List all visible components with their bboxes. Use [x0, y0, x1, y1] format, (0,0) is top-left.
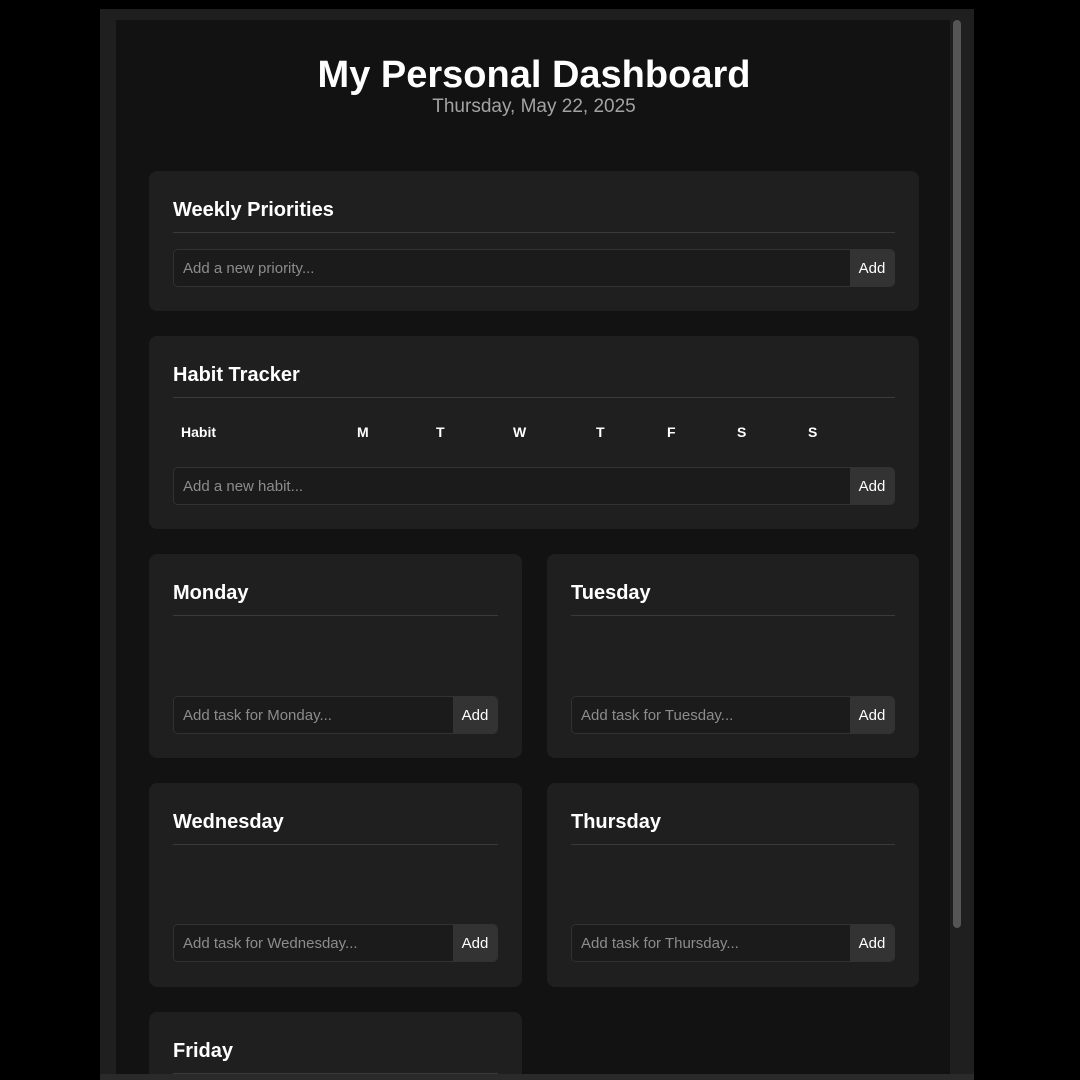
- current-date: Thursday, May 22, 2025: [432, 96, 636, 117]
- add-habit-button[interactable]: Add: [850, 468, 894, 504]
- day-title: Thursday: [571, 811, 662, 833]
- dashboard-page: [116, 20, 950, 1074]
- habit-tracker-title: Habit Tracker: [173, 364, 300, 386]
- day-column-sunday: S: [808, 424, 818, 440]
- card-divider: [571, 844, 895, 845]
- priority-add-row: [173, 249, 895, 287]
- day-column-friday: F: [667, 424, 676, 440]
- day-column-saturday: S: [737, 424, 747, 440]
- add-wednesday-task-button[interactable]: Add: [453, 925, 497, 961]
- card-divider: [173, 844, 498, 845]
- day-card-thursday: [547, 783, 919, 987]
- card-divider: [173, 615, 498, 616]
- add-thursday-task-button[interactable]: Add: [850, 925, 894, 961]
- day-card-tuesday: [547, 554, 919, 758]
- weekly-priorities-title: Weekly Priorities: [173, 199, 334, 221]
- window-bottom-edge: [100, 1074, 974, 1080]
- habit-tracker-card: [149, 336, 919, 529]
- day-title: Friday: [173, 1040, 234, 1062]
- task-add-row: [173, 924, 498, 962]
- day-title: Wednesday: [173, 811, 284, 833]
- day-title: Tuesday: [571, 582, 651, 604]
- card-divider: [173, 397, 895, 398]
- add-tuesday-task-button[interactable]: Add: [850, 697, 894, 733]
- task-add-row: [571, 924, 895, 962]
- add-monday-task-button[interactable]: Add: [453, 697, 497, 733]
- card-divider: [173, 232, 895, 233]
- task-add-row: [571, 696, 895, 734]
- tuesday-task-input[interactable]: [572, 697, 850, 733]
- habit-input[interactable]: [174, 468, 850, 504]
- habit-add-row: [173, 467, 895, 505]
- day-column-wednesday: W: [513, 424, 527, 440]
- wednesday-task-input[interactable]: [174, 925, 453, 961]
- day-title: Monday: [173, 582, 249, 604]
- add-priority-button[interactable]: Add: [850, 250, 894, 286]
- habit-table-header: [173, 422, 895, 442]
- task-add-row: [173, 696, 498, 734]
- weekly-priorities-card: [149, 171, 919, 311]
- priority-input[interactable]: [174, 250, 850, 286]
- habit-column-header: Habit: [181, 424, 216, 440]
- thursday-task-input[interactable]: [572, 925, 850, 961]
- scrollbar-thumb[interactable]: [953, 20, 961, 928]
- card-divider: [571, 615, 895, 616]
- day-column-monday: M: [357, 424, 369, 440]
- page-title: My Personal Dashboard: [317, 54, 751, 96]
- monday-task-input[interactable]: [174, 697, 453, 733]
- day-card-monday: [149, 554, 522, 758]
- day-card-friday: [149, 1012, 522, 1074]
- day-column-thursday: T: [596, 424, 605, 440]
- day-column-tuesday: T: [436, 424, 445, 440]
- day-card-wednesday: [149, 783, 522, 987]
